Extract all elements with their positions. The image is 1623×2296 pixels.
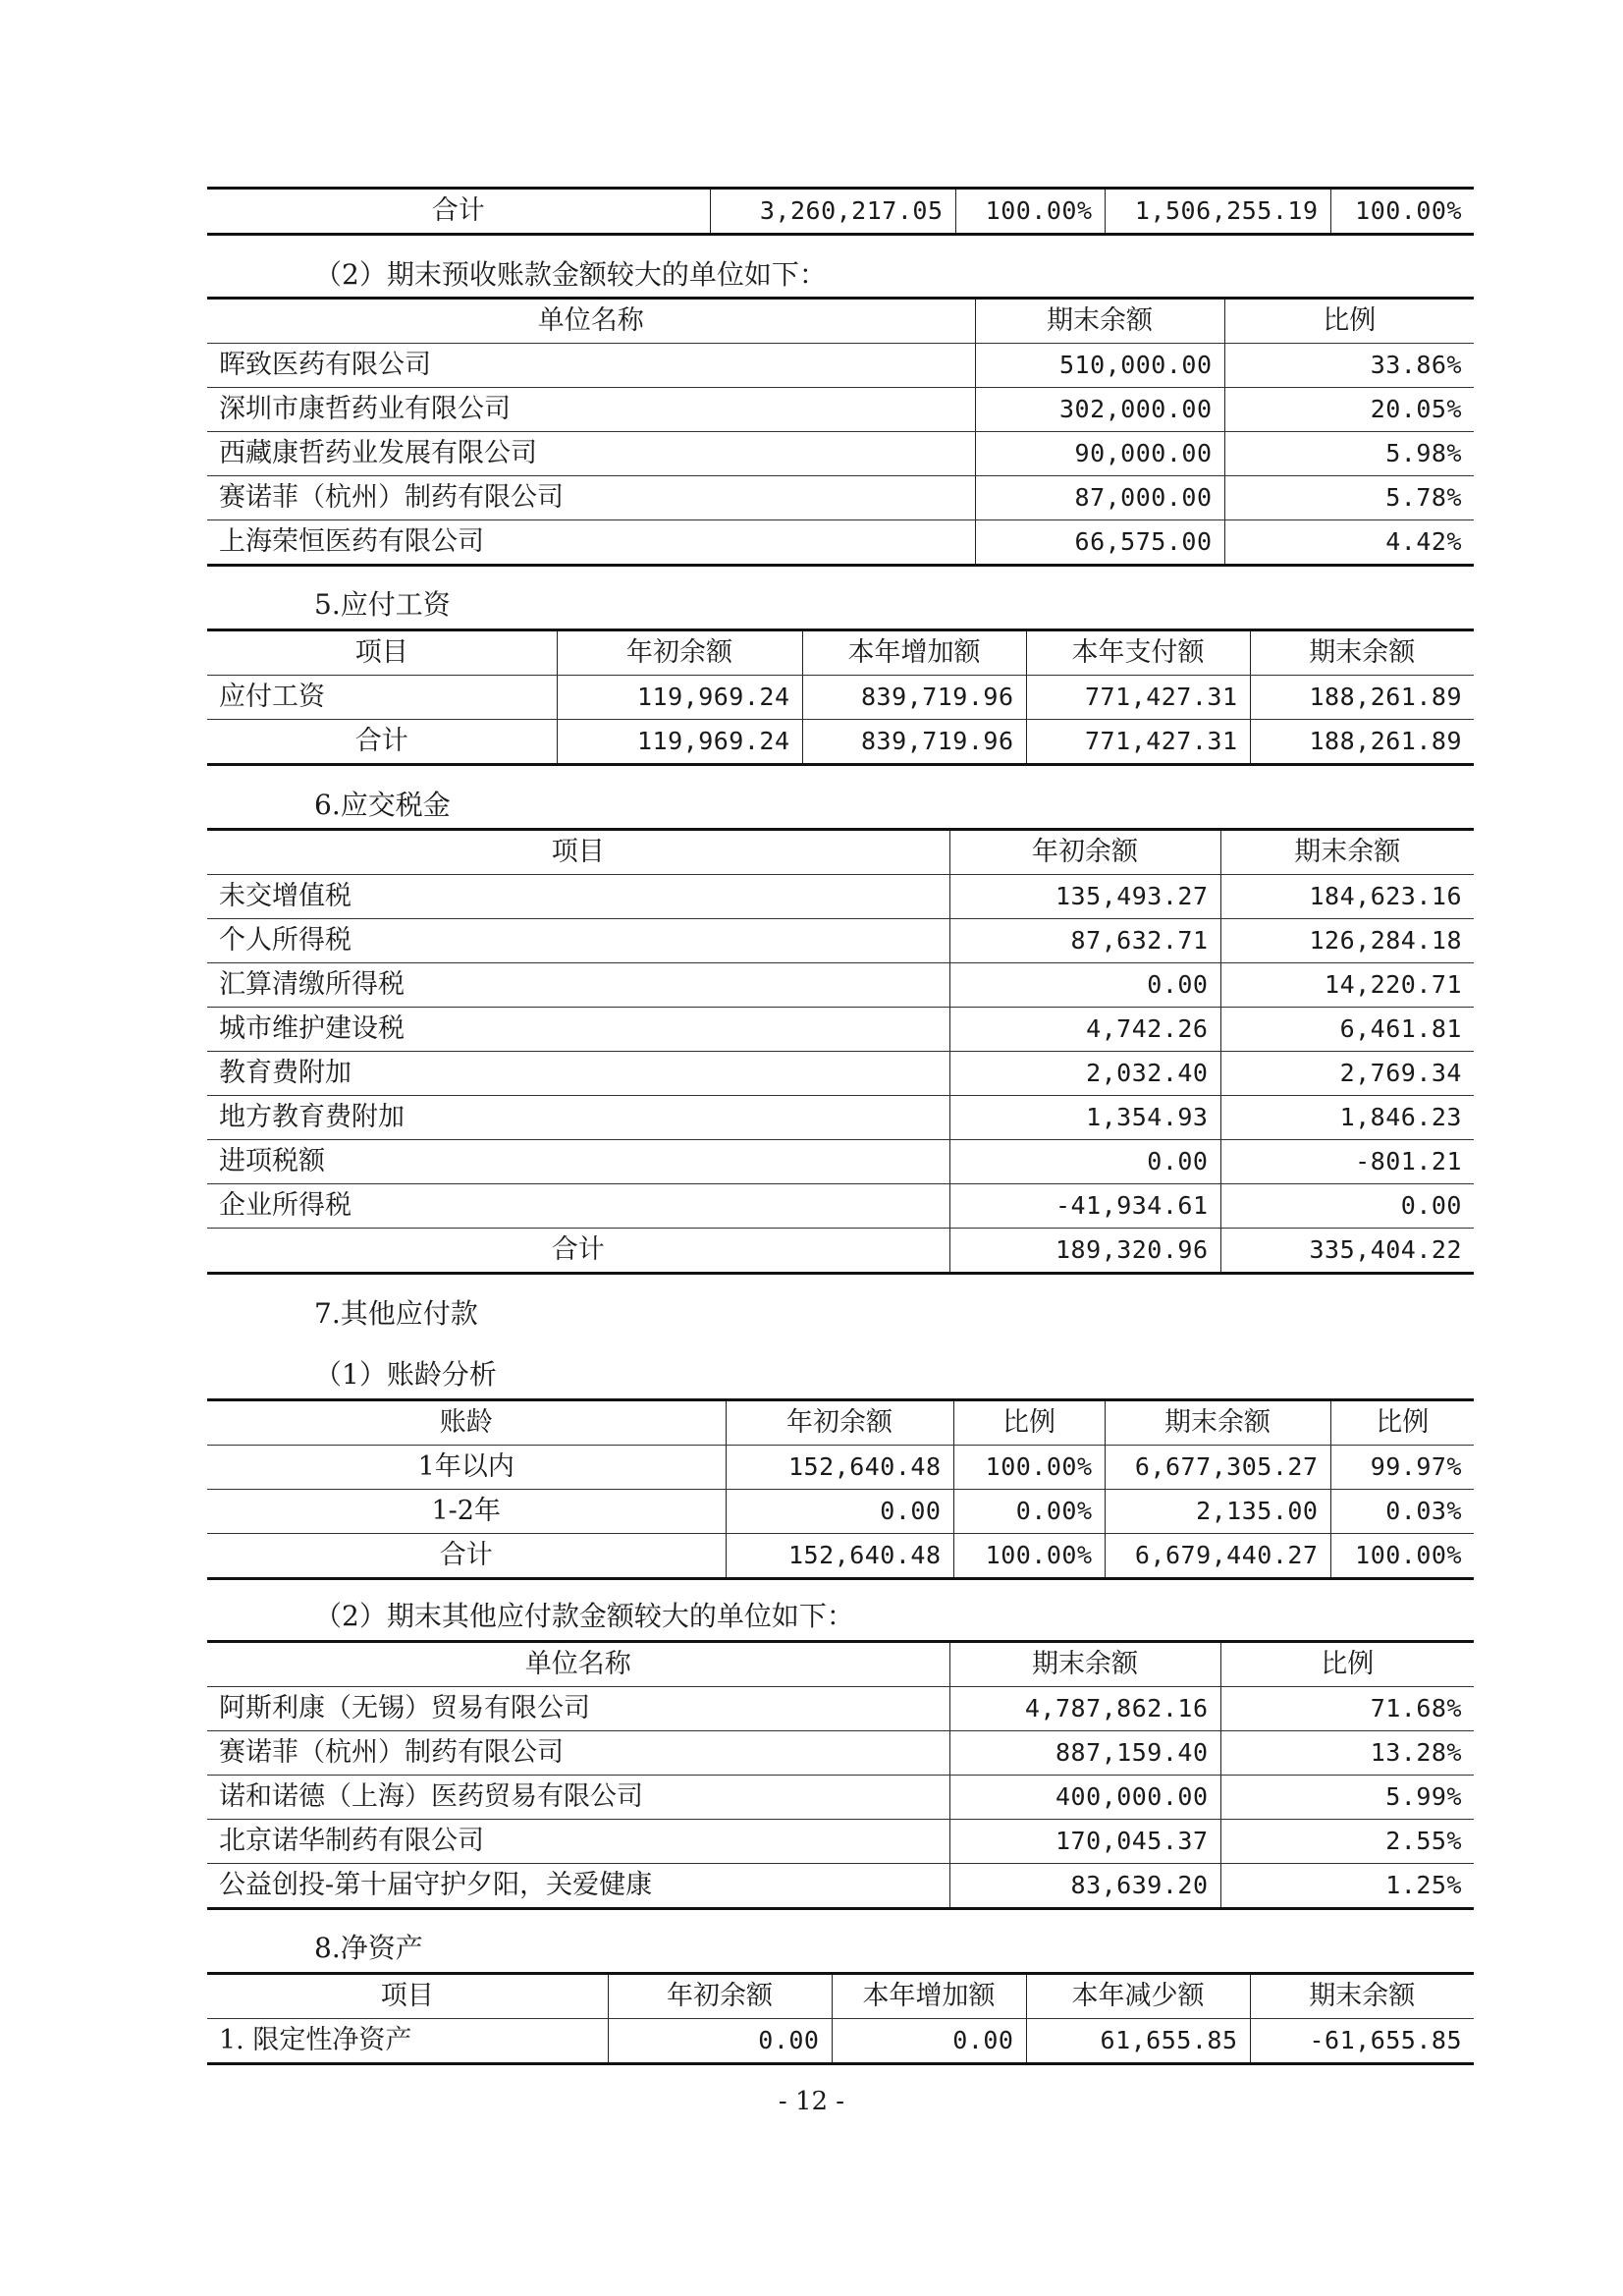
tax-heading: 6.应交税金 (314, 789, 451, 821)
salary-heading: 5.应付工资 (314, 588, 451, 621)
table-row: 1-2年 0.00 0.00% 2,135.00 0.03% (207, 1490, 1474, 1534)
table-header: 单位名称 期末余额 比例 (207, 1642, 1474, 1687)
table-row: 1年以内 152,640.48 100.00% 6,677,305.27 99.97% (207, 1446, 1474, 1490)
table-row: 西藏康哲药业发展有限公司 90,000.00 5.98% (207, 432, 1474, 476)
table-row: 合计 152,640.48 100.00% 6,679,440.27 100.00% (207, 1534, 1474, 1579)
salary-table (207, 629, 1474, 766)
table-row: 未交增值税 135,493.27 184,623.16 (207, 875, 1474, 919)
tax-table (207, 828, 1474, 1275)
table-row: 公益创投-第十届守护夕阳，关爱健康 83,639.20 1.25% (207, 1864, 1474, 1909)
table-row: 阿斯利康（无锡）贸易有限公司 4,787,862.16 71.68% (207, 1687, 1474, 1731)
table-row: 上海荣恒医药有限公司 66,575.00 4.42% (207, 520, 1474, 566)
net-assets-heading: 8.净资产 (314, 1932, 423, 1964)
table-row: 个人所得税 87,632.71 126,284.18 (207, 919, 1474, 963)
net-assets-table (207, 1972, 1474, 2065)
table-row: 企业所得税 -41,934.61 0.00 (207, 1184, 1474, 1229)
table-row: 进项税额 0.00 -801.21 (207, 1140, 1474, 1184)
table-row: 1. 限定性净资产 0.00 0.00 61,655.85 -61,655.85 (207, 2019, 1474, 2064)
aging-table (207, 1398, 1474, 1580)
table-row: 合计 3,260,217.05 100.00% 1,506,255.19 100.00% (207, 189, 1474, 235)
table-row: 合计 119,969.24 839,719.96 771,427.31 188,261.89 (207, 720, 1474, 765)
table-row: 汇算清缴所得税 0.00 14,220.71 (207, 963, 1474, 1008)
table-header: 单位名称 期末余额 比例 (207, 299, 1474, 344)
table-row: 赛诺菲（杭州）制药有限公司 87,000.00 5.78% (207, 476, 1474, 520)
large-payables-heading: （2）期末其他应付款金额较大的单位如下： (314, 1600, 854, 1632)
other-payables-heading: 7.其他应付款 (314, 1297, 478, 1330)
aging-heading: （1）账龄分析 (314, 1358, 497, 1391)
table-row: 北京诺华制药有限公司 170,045.37 2.55% (207, 1820, 1474, 1864)
table-row: 晖致医药有限公司 510,000.00 33.86% (207, 344, 1474, 388)
table-row: 赛诺菲（杭州）制药有限公司 887,159.40 13.28% (207, 1731, 1474, 1776)
table-row: 诺和诺德（上海）医药贸易有限公司 400,000.00 5.99% (207, 1776, 1474, 1820)
table-row: 地方教育费附加 1,354.93 1,846.23 (207, 1096, 1474, 1140)
top-total-table (207, 187, 1474, 236)
table-row: 城市维护建设税 4,742.26 6,461.81 (207, 1008, 1474, 1052)
large-payables-table (207, 1640, 1474, 1910)
advance-receipts-table (207, 297, 1474, 567)
table-header: 项目 年初余额 期末余额 (207, 830, 1474, 875)
table-row: 合计 189,320.96 335,404.22 (207, 1229, 1474, 1274)
table-row: 应付工资 119,969.24 839,719.96 771,427.31 188,261.89 (207, 676, 1474, 720)
page-number: - 12 - (778, 2087, 845, 2116)
table-row: 教育费附加 2,032.40 2,769.34 (207, 1052, 1474, 1096)
table-header: 项目 年初余额 本年增加额 本年减少额 期末余额 (207, 1974, 1474, 2019)
table-header: 项目 年初余额 本年增加额 本年支付额 期末余额 (207, 630, 1474, 676)
table-row: 深圳市康哲药业有限公司 302,000.00 20.05% (207, 388, 1474, 432)
advance-heading: （2）期末预收账款金额较大的单位如下： (314, 258, 827, 291)
table-header: 账龄 年初余额 比例 期末余额 比例 (207, 1400, 1474, 1446)
total-label: 合计 (207, 189, 710, 235)
